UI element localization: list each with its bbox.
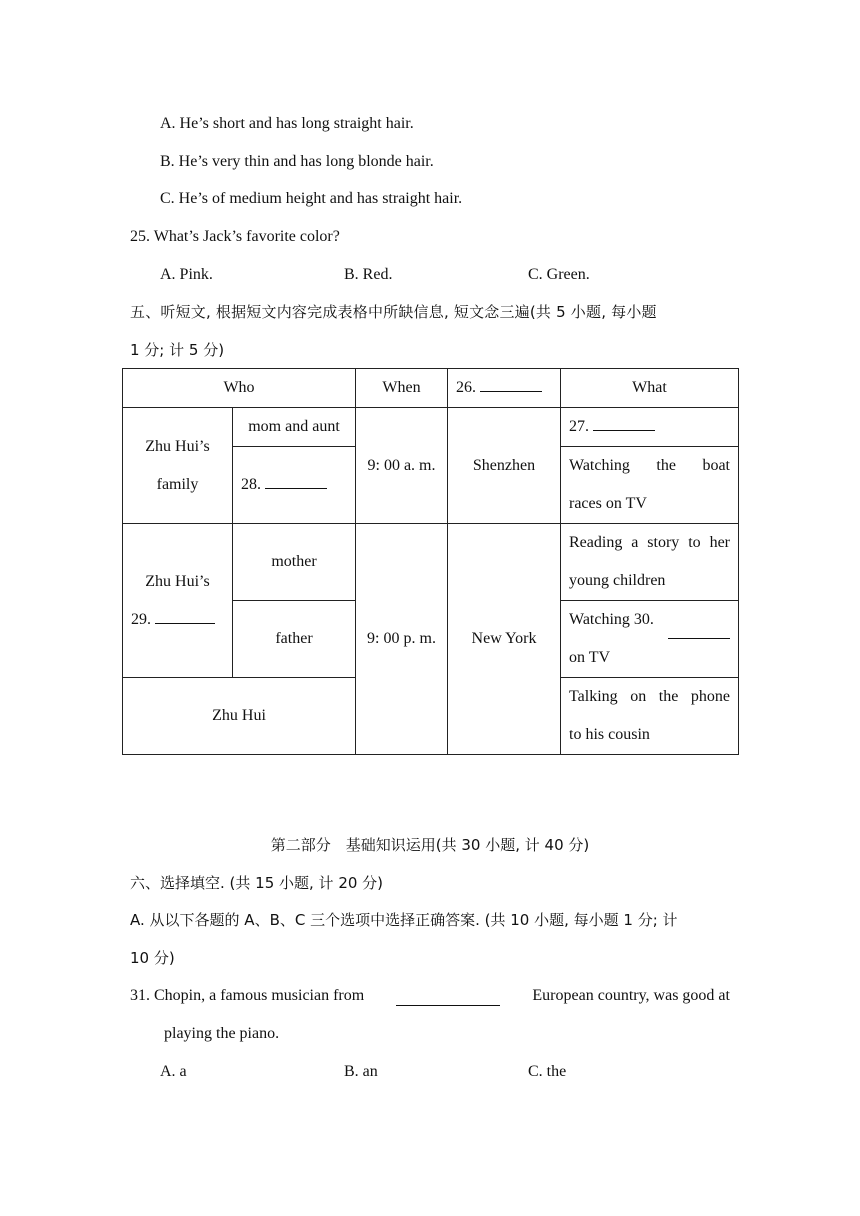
table-header-row: [123, 369, 739, 408]
q31-question-line1: [130, 986, 730, 1006]
answer-blank-31[interactable]: [396, 988, 500, 1006]
q24-option-a: A. He’s short and has long straight hair.: [160, 115, 414, 132]
section6-a-instruction-line2: 10 分): [130, 949, 175, 967]
section5-instruction-line2: 1 分; 计 5 分): [130, 341, 225, 359]
group3-what-line1: Talking on the phone: [569, 688, 730, 705]
q31-part1: 31. Chopin, a famous musician from: [130, 987, 365, 1004]
group2-member1: mother: [233, 524, 356, 601]
group1-who: [123, 408, 233, 524]
group2-what1-line2: young children: [569, 572, 666, 589]
q31-option-b: B. an: [344, 1063, 378, 1080]
group3-who: Zhu Hui: [123, 678, 356, 755]
group1-what2-line1: Watching the boat: [569, 457, 730, 474]
group1-what2: [561, 447, 739, 524]
section6-a-instruction-line1: A. 从以下各题的 A、B、C 三个选项中选择正确答案. (共 10 小题, 每小题 1 分; 计: [130, 911, 678, 929]
group2-who-line1: Zhu Hui’s: [145, 572, 210, 590]
group1-who-line2: family: [156, 475, 199, 493]
q25-option-b: B. Red.: [344, 266, 393, 283]
q31-option-c: C. the: [528, 1063, 567, 1080]
group2-when: 9: 00 p. m.: [356, 524, 448, 755]
part2-title: 第二部分 基础知识运用(共 30 小题, 计 40 分): [270, 836, 590, 854]
group1-where: Shenzhen: [448, 408, 561, 524]
header-who: Who: [123, 369, 356, 408]
group1-what1: 27.: [561, 408, 739, 447]
answer-blank-27[interactable]: [593, 430, 655, 431]
group1-what2-line2: races on TV: [569, 495, 647, 512]
answer-blank-29[interactable]: [155, 623, 215, 624]
group1-member1: mom and aunt: [233, 408, 356, 447]
group1-member2: 28.: [233, 447, 356, 524]
header-what: What: [561, 369, 739, 408]
section6-title: 六、选择填空. (共 15 小题, 计 20 分): [130, 874, 384, 892]
q25-question: 25. What’s Jack’s favorite color?: [130, 228, 340, 245]
listening-table: [122, 368, 739, 755]
table-row: [123, 524, 739, 601]
q25-option-c: C. Green.: [528, 266, 590, 283]
group3-what: [561, 678, 739, 755]
q24-option-c: C. He’s of medium height and has straight hair.: [160, 190, 463, 207]
group2-what1: [561, 524, 739, 601]
q31-question-line2: playing the piano.: [164, 1025, 280, 1042]
answer-blank-28[interactable]: [265, 488, 327, 489]
group2-what1-line1: Reading a story to her: [569, 534, 730, 551]
group2-who: Zhu Hui’s 29.: [123, 524, 233, 678]
q31-option-a: A. a: [160, 1063, 187, 1080]
q24-option-b: B. He’s very thin and has long blonde hair.: [160, 153, 434, 170]
header-when: When: [356, 369, 448, 408]
group2-where: New York: [448, 524, 561, 755]
group3-what-line2: to his cousin: [569, 726, 650, 743]
section5-instruction-line1: 五、听短文, 根据短文内容完成表格中所缺信息, 短文念三遍(共 5 小题, 每小题: [130, 303, 657, 321]
answer-blank-26[interactable]: [480, 391, 542, 392]
q31-part2: European country, was good at: [532, 987, 730, 1004]
header-blank-26: 26.: [448, 369, 561, 408]
table-row: [123, 408, 739, 447]
group2-member2: father: [233, 601, 356, 678]
group2-what2: Watching 30. on TV: [561, 601, 739, 678]
group2-what2-line2: on TV: [569, 649, 611, 666]
group1-who-line1: Zhu Hui’s: [145, 437, 210, 455]
q25-option-a: A. Pink.: [160, 266, 213, 283]
answer-blank-30[interactable]: [668, 613, 730, 639]
group1-when: 9: 00 a. m.: [356, 408, 448, 524]
